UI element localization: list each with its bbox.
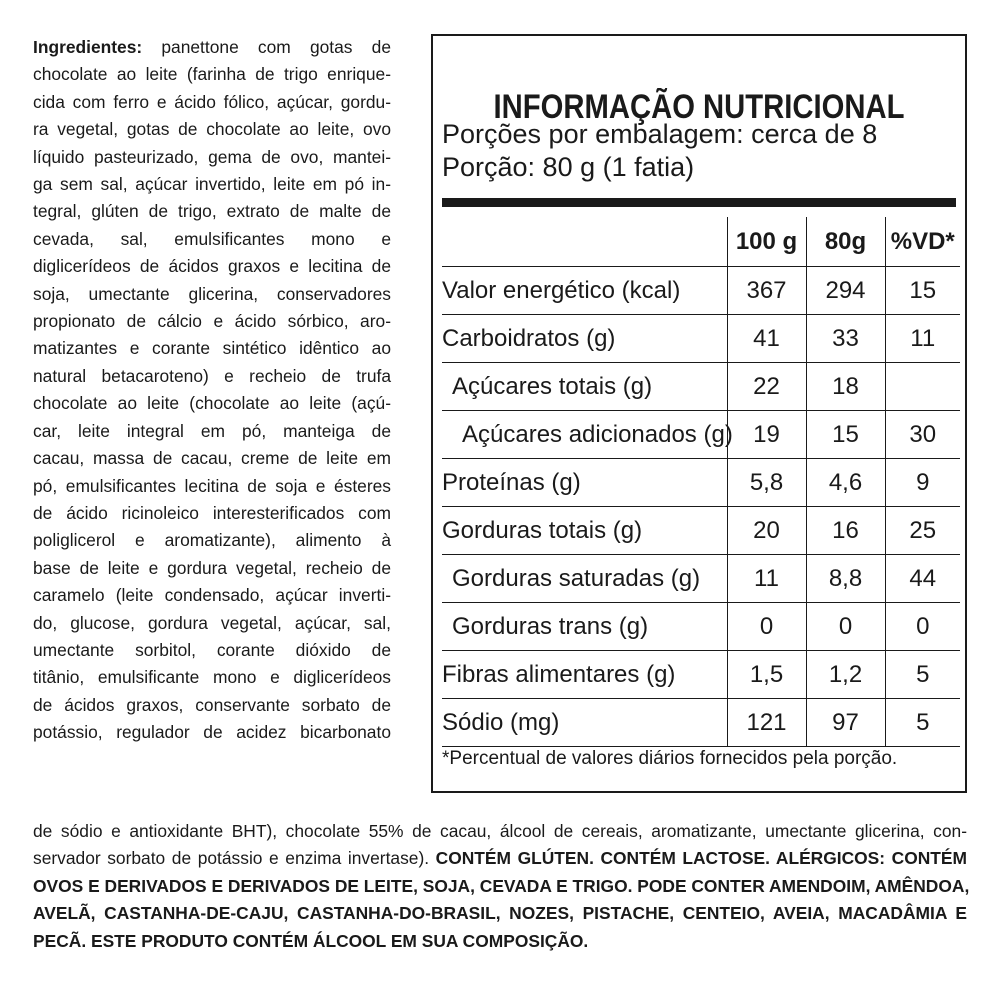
value-per-100g: 20	[727, 507, 806, 555]
nutrition-row	[442, 651, 960, 699]
nutrient-name: Açúcares totais (g)	[442, 363, 727, 411]
ingredients-first-line-text: panettone com gotas de	[142, 37, 391, 57]
allergen-warning: CONTÉM GLÚTEN. CONTÉM LACTOSE. ALÉRGICOS: CONTÉM	[435, 848, 967, 869]
ingredients-full-line: de sódio e antioxidante BHT), chocolate 55% de cacau, álcool de cereais, aromatizante, umectante glicerina, con-	[33, 821, 967, 841]
nutrient-name: Gorduras totais (g)	[442, 507, 727, 555]
ingredients-text-full-width	[33, 818, 970, 955]
header-blank	[442, 217, 727, 267]
nutrition-facts-panel	[431, 34, 967, 793]
value-per-100g: 11	[727, 555, 806, 603]
nutrition-table	[442, 217, 960, 747]
footnote: *Percentual de valores diários fornecidos pela porção.	[442, 748, 898, 769]
nutrient-name: Carboidratos (g)	[442, 315, 727, 363]
nutrition-row	[442, 363, 960, 411]
ingredients-line: base de leite e gordura vegetal, recheio de	[33, 557, 391, 578]
ingredients-line: chocolate ao leite (chocolate ao leite (açú-	[33, 393, 391, 414]
ingredients-text-column	[33, 34, 391, 747]
value-per-100g: 1,5	[727, 651, 806, 699]
ingredients-line: cevada, sal, emulsificantes mono e	[33, 228, 391, 249]
nutrition-row	[442, 555, 960, 603]
value-per-100g: 19	[727, 411, 806, 459]
value-per-serving: 15	[806, 411, 885, 459]
nutrition-row	[442, 459, 960, 507]
value-daily-percent: 15	[885, 267, 960, 315]
nutrition-row	[442, 507, 960, 555]
ingredients-line: propionato de cálcio e ácido sórbico, aro-	[33, 311, 391, 332]
ingredients-line: cida com ferro e ácido fólico, açúcar, gordu-	[33, 91, 391, 112]
ingredients-line: caramelo (leite condensado, açúcar inverti-	[33, 585, 391, 606]
ingredients-line: matizantes e corante sintético idêntico ao	[33, 338, 391, 359]
servings-per-package: Porções por embalagem: cerca de 8	[442, 119, 878, 149]
nutrient-name: Proteínas (g)	[442, 459, 727, 507]
nutrient-name: Fibras alimentares (g)	[442, 651, 727, 699]
nutrition-row	[442, 411, 960, 459]
serving-size: Porção: 80 g (1 fatia)	[442, 152, 695, 182]
value-daily-percent: 9	[885, 459, 960, 507]
ingredients-line: de ácidos graxos, conservante sorbato de	[33, 694, 391, 715]
header-daily-value: %VD*	[885, 217, 960, 267]
ingredients-line: car, leite integral em pó, manteiga de	[33, 420, 391, 441]
allergen-warning: OVOS E DERIVADOS E DERIVADOS DE LEITE, SOJA, CEVADA E TRIGO. PODE CONTER AMENDOIM, AMÊNDOA,	[33, 875, 970, 896]
ingredients-label: Ingredientes:	[33, 37, 143, 57]
value-daily-percent: 5	[885, 699, 960, 747]
value-daily-percent: 30	[885, 411, 960, 459]
value-per-serving: 8,8	[806, 555, 885, 603]
ingredients-full-line-text: servador sorbato de potássio e enzima invertase).	[33, 848, 436, 869]
value-per-serving: 0	[806, 603, 885, 651]
ingredients-line: diglicerídeos de ácidos graxos e lecitina de	[33, 256, 391, 277]
value-per-serving: 97	[806, 699, 885, 747]
value-daily-percent: 25	[885, 507, 960, 555]
value-per-100g: 0	[727, 603, 806, 651]
allergen-warning: AVELÃ, CASTANHA-DE-CAJU, CASTANHA-DO-BRASIL, NOZES, PISTACHE, CENTEIO, AVEIA, MACADÂMIA E	[33, 903, 967, 924]
ingredients-line: pó, emulsificantes lecitina de soja e ésteres	[33, 475, 391, 496]
nutrient-name: Gorduras saturadas (g)	[442, 555, 727, 603]
ingredients-line: tegral, glúten de trigo, extrato de malte de	[33, 201, 391, 222]
ingredients-line: cacau, massa de cacau, creme de leite em	[33, 448, 391, 469]
nutrition-title: INFORMAÇÃO NUTRICIONAL	[493, 88, 905, 126]
ingredients-line: poliglicerol e aromatizante), alimento à	[33, 530, 391, 551]
ingredients-lines	[33, 61, 391, 746]
value-per-serving: 18	[806, 363, 885, 411]
nutrition-row	[442, 315, 960, 363]
header-per-100g: 100 g	[727, 217, 806, 267]
nutrient-name: Açúcares adicionados (g)	[442, 411, 727, 459]
ingredients-line: soja, umectante glicerina, conservadores	[33, 283, 391, 304]
header-per-serving: 80g	[806, 217, 885, 267]
nutrition-row	[442, 267, 960, 315]
value-per-100g: 121	[727, 699, 806, 747]
value-per-100g: 41	[727, 315, 806, 363]
value-per-100g: 22	[727, 363, 806, 411]
ingredients-line: líquido pasteurizado, gema de ovo, mantei-	[33, 146, 391, 167]
ingredients-line: de ácido ricinoleico interesterificados com	[33, 502, 391, 523]
ingredients-full-line	[33, 845, 967, 872]
value-per-serving: 294	[806, 267, 885, 315]
alcohol-warning: PECÃ. ESTE PRODUTO CONTÉM ÁLCOOL EM SUA COMPOSIÇÃO.	[33, 930, 589, 951]
value-per-serving: 4,6	[806, 459, 885, 507]
nutrient-name: Sódio (mg)	[442, 699, 727, 747]
ingredients-first-line	[33, 34, 391, 61]
ingredients-line: chocolate ao leite (farinha de trigo enrique-	[33, 64, 391, 85]
ingredients-line: do, glucose, gordura vegetal, açúcar, sal,	[33, 612, 391, 633]
value-per-serving: 1,2	[806, 651, 885, 699]
value-daily-percent: 44	[885, 555, 960, 603]
nutrition-rows	[442, 267, 960, 747]
nutrient-name: Gorduras trans (g)	[442, 603, 727, 651]
value-daily-percent: 0	[885, 603, 960, 651]
value-per-serving: 16	[806, 507, 885, 555]
value-daily-percent: 11	[885, 315, 960, 363]
value-daily-percent: 5	[885, 651, 960, 699]
ingredients-line: ga sem sal, açúcar invertido, leite em pó in-	[33, 174, 391, 195]
ingredients-line: ra vegetal, gotas de chocolate ao leite, ovo	[33, 119, 391, 140]
nutrition-row	[442, 603, 960, 651]
value-per-serving: 33	[806, 315, 885, 363]
nutrition-header-row	[442, 217, 960, 267]
ingredients-line: natural betacaroteno) e recheio de trufa	[33, 365, 391, 386]
thick-divider	[442, 198, 956, 207]
nutrient-name: Valor energético (kcal)	[442, 267, 727, 315]
value-per-100g: 367	[727, 267, 806, 315]
nutrition-row	[442, 699, 960, 747]
value-daily-percent	[885, 363, 960, 411]
ingredients-line: potássio, regulador de acidez bicarbonato	[33, 722, 391, 743]
ingredients-line: umectante sorbitol, corante dióxido de	[33, 639, 391, 660]
value-per-100g: 5,8	[727, 459, 806, 507]
ingredients-line: titânio, emulsificante mono e diglicerídeos	[33, 667, 391, 688]
